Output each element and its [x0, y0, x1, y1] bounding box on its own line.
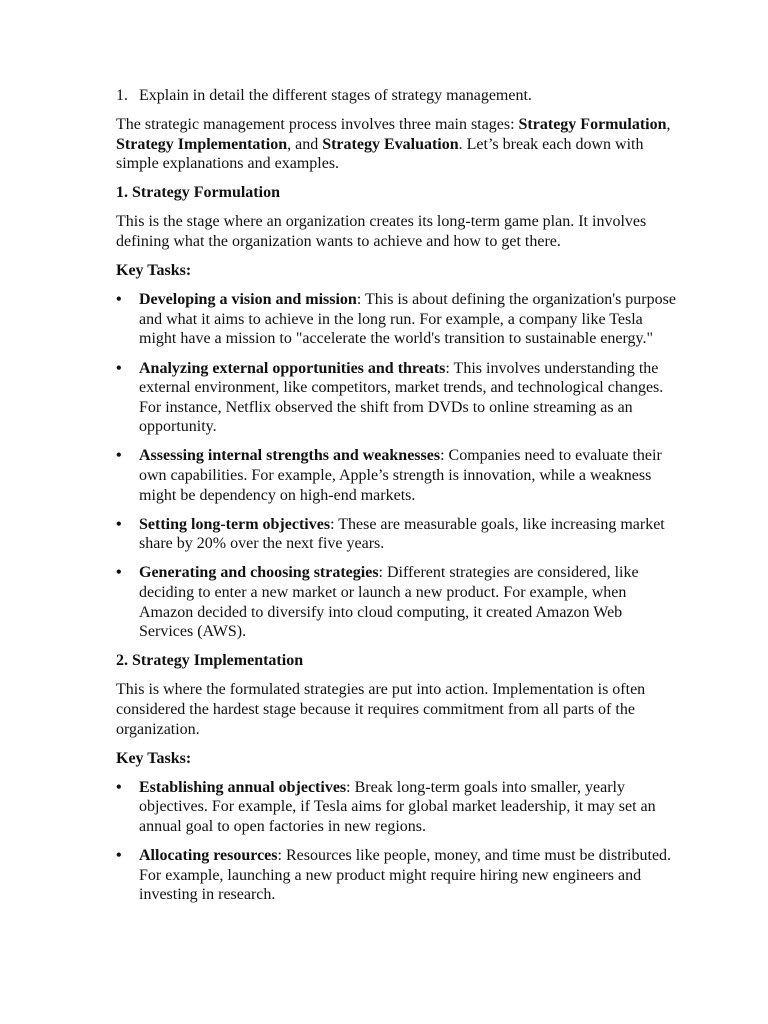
- document-page: [116, 86, 676, 914]
- list-item-term: Allocating resources: [139, 847, 278, 864]
- list-item-term: Analyzing external opportunities and threats: [139, 359, 446, 377]
- bullet-icon: •: [116, 778, 122, 796]
- task-list-formulation: [116, 290, 676, 642]
- intro-tail: . Let’s break each down with simple explanations and examples.: [116, 135, 644, 173]
- question: [116, 86, 676, 106]
- intro-separator: , and: [287, 135, 323, 153]
- section-body-implementation: This is where the formulated strategies are put into action. Implementation is often considered the hardest stage because it requires commitment from all parts of the organization.: [116, 681, 646, 738]
- list-item-text: : Break long-term goals into smaller, yearly objectives. For example, if Tesla aims for global market leadership, it may set an annual goal to open factories in new regions.: [139, 778, 656, 835]
- list-item: [116, 290, 676, 349]
- bullet-icon: •: [116, 291, 122, 309]
- list-item-text: : This involves understanding the external environment, like competitors, market trends, and technological changes. For instance, Netflix observed the shift from DVDs to online streaming as an opportunity.: [139, 359, 664, 436]
- list-item-text: : These are measurable goals, like increasing market share by 20% over the next five years.: [139, 515, 665, 553]
- list-item-term: Developing a vision and mission: [139, 291, 357, 309]
- intro-stage-formulation: Strategy Formulation: [518, 116, 667, 134]
- list-item-term: Assessing internal strengths and weaknesses: [139, 447, 441, 465]
- question-number: 1.: [116, 87, 128, 104]
- section-body-formulation: This is the stage where an organization creates its long-term game plan. It involves defining what the organization wants to achieve and how to get there.: [116, 213, 647, 251]
- bullet-icon: •: [116, 447, 122, 465]
- list-item-term: Generating and choosing strategies: [139, 564, 379, 582]
- list-item-text: : Resources like people, money, and time must be distributed. For example, launching a new product might require hiring new engineers and investing in research.: [139, 847, 672, 904]
- key-tasks-label: Key Tasks:: [116, 749, 192, 767]
- list-item: [116, 563, 676, 641]
- list-item-text: : Companies need to evaluate their own capabilities. For example, Apple’s strength is innovation, while a weakness might be dependency on high-end markets.: [139, 447, 662, 504]
- list-item: [116, 846, 676, 905]
- list-item-term: Establishing annual objectives: [139, 778, 347, 796]
- list-item-text: : This is about defining the organization's purpose and what it aims to achieve in the long run. For example, a company like Tesla might have a mission to "accelerate the world's transition to sustainable energy.": [139, 291, 676, 348]
- section-heading-implementation: 2. Strategy Implementation: [116, 652, 304, 670]
- question-text: Explain in detail the different stages of strategy management.: [139, 87, 532, 104]
- bullet-icon: •: [116, 515, 122, 533]
- section-heading-formulation: 1. Strategy Formulation: [116, 184, 280, 202]
- bullet-icon: •: [116, 847, 122, 864]
- task-list-implementation: [116, 778, 676, 905]
- intro-stage-evaluation: Strategy Evaluation: [322, 135, 459, 153]
- list-item-term: Setting long-term objectives: [139, 515, 331, 533]
- list-item-text: : Different strategies are considered, like deciding to enter a new market or launch a new product. For example, when Amazon decided to diversify into cloud computing, it created Amazon Web Services (AWS).: [139, 564, 639, 641]
- intro-separator: ,: [666, 116, 671, 134]
- list-item: [116, 446, 676, 505]
- list-item: [116, 515, 676, 554]
- key-tasks-label: Key Tasks:: [116, 262, 192, 280]
- bullet-icon: •: [116, 359, 122, 377]
- intro-lead: The strategic management process involves three main stages:: [116, 116, 519, 134]
- intro-paragraph: [116, 115, 676, 174]
- list-item: [116, 359, 676, 437]
- bullet-icon: •: [116, 564, 122, 582]
- list-item: [116, 778, 676, 837]
- intro-stage-implementation: Strategy Implementation: [116, 135, 288, 153]
